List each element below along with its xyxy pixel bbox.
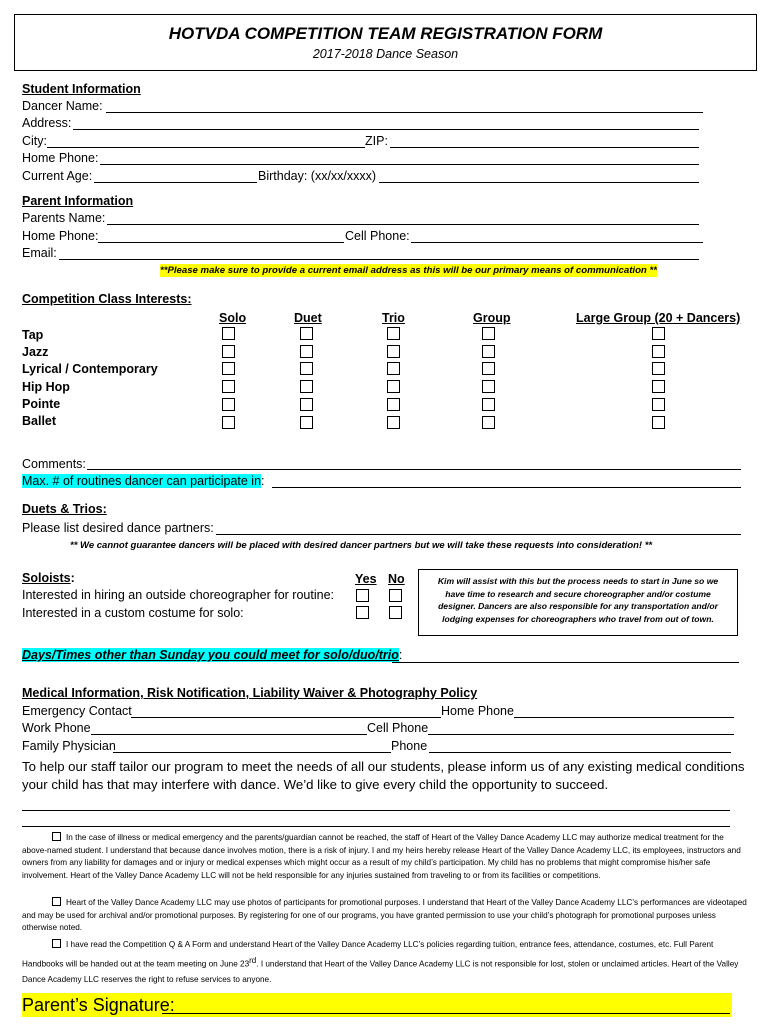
medical-paragraph: To help our staff tailor our program to meet the needs of all our students, please inform us of any existing medical conditions your child has that may interfere with dance. We’d like to give every child the opportunity to succeed. bbox=[22, 759, 745, 792]
current-age-label: Current Age: bbox=[22, 169, 93, 183]
no-header: No bbox=[388, 572, 405, 586]
city-label: City: bbox=[22, 134, 47, 148]
waiver-1-checkbox[interactable] bbox=[52, 832, 61, 841]
checkbox-ballet-group[interactable] bbox=[482, 416, 495, 429]
address-field[interactable] bbox=[73, 129, 699, 130]
header-box bbox=[14, 14, 757, 71]
partners-note: ** We cannot guarantee dancers will be placed with desired dancer partners but we will take these requests into consideration! ** bbox=[70, 540, 653, 551]
dancer-name-field[interactable] bbox=[106, 112, 703, 113]
zip-field[interactable] bbox=[390, 147, 699, 148]
checkbox-tap-solo[interactable] bbox=[222, 327, 235, 340]
checkbox-costume-no[interactable] bbox=[389, 606, 402, 619]
form-title: HOTVDA COMPETITION TEAM REGISTRATION FORM bbox=[168, 24, 603, 43]
max-routines-label: Max. # of routines dancer can participate in bbox=[22, 474, 262, 488]
classes-heading: Competition Class Interests: bbox=[22, 292, 192, 306]
checkbox-hiphop-trio[interactable] bbox=[387, 380, 400, 393]
checkbox-tap-duet[interactable] bbox=[300, 327, 313, 340]
birthday-label: Birthday: (xx/xx/xxxx) bbox=[258, 169, 377, 183]
choreographer-label: Interested in hiring an outside choreographer for routine: bbox=[22, 588, 334, 602]
col-solo: Solo bbox=[219, 311, 247, 325]
soloist-note-box: Kim will assist with this but the process needs to start in June so we have time to research and secure choreographer and/or costume designer. Dancers are also responsible for any transportation and/or lodging expenses for choreographers who travel from out of town. bbox=[418, 569, 738, 636]
waiver-2 bbox=[22, 897, 747, 935]
medical-cell-phone-label: Cell Phone bbox=[367, 721, 429, 735]
waiver-2-checkbox[interactable] bbox=[52, 897, 61, 906]
parent-home-phone-label: Home Phone: bbox=[22, 229, 99, 243]
waiver-2-text: Heart of the Valley Dance Academy LLC may use photos of participants for promotional purposes. I understand that Heart of the Valley Dance Academy LLC’s performances are videotaped and may be used for archival and/or promotional purposes. By registering for one of our programs, you have granted permission to use your child’s photograph for promotional purposes unless otherwise noted. bbox=[22, 898, 747, 932]
checkbox-ballet-large-group[interactable] bbox=[652, 416, 665, 429]
days-field[interactable] bbox=[392, 662, 739, 663]
current-age-field[interactable] bbox=[94, 182, 257, 183]
checkbox-tap-large-group[interactable] bbox=[652, 327, 665, 340]
soloists-heading: Soloists bbox=[22, 571, 71, 585]
partners-field[interactable] bbox=[216, 534, 741, 535]
email-note: **Please make sure to provide a current email address as this will be our primary means of communication ** bbox=[160, 265, 657, 276]
checkbox-choreographer-no[interactable] bbox=[389, 589, 402, 602]
checkbox-pointe-group[interactable] bbox=[482, 398, 495, 411]
parent-heading: Parent Information bbox=[22, 194, 134, 208]
cell-phone-label: Cell Phone: bbox=[345, 229, 410, 243]
checkbox-lyrical-large-group[interactable] bbox=[652, 362, 665, 375]
work-phone-label: Work Phone bbox=[22, 721, 91, 735]
medical-conditions-line-1[interactable] bbox=[22, 810, 730, 811]
soloists-heading-wrap bbox=[22, 571, 75, 586]
email-field[interactable] bbox=[59, 259, 699, 260]
row-ballet: Ballet bbox=[22, 414, 57, 428]
zip-label: ZIP: bbox=[365, 134, 388, 148]
checkbox-ballet-duet[interactable] bbox=[300, 416, 313, 429]
dancer-name-label: Dancer Name: bbox=[22, 99, 103, 113]
checkbox-hiphop-duet[interactable] bbox=[300, 380, 313, 393]
yes-header: Yes bbox=[355, 572, 377, 586]
duets-heading: Duets & Trios: bbox=[22, 502, 107, 516]
family-physician-label: Family Physician bbox=[22, 739, 116, 753]
soloists-colon: : bbox=[70, 571, 75, 585]
checkbox-pointe-trio[interactable] bbox=[387, 398, 400, 411]
home-phone-label: Home Phone: bbox=[22, 151, 99, 165]
checkbox-jazz-large-group[interactable] bbox=[652, 345, 665, 358]
waiver-3-text-b: . I understand that Heart of the Valley Dance Academy LLC is not responsible for lost, stolen or unclaimed articles. Heart of the Valley Dance Academy LLC reserves the right to refuse services to anyone. bbox=[22, 959, 739, 984]
waiver-3 bbox=[22, 937, 747, 987]
row-jazz: Jazz bbox=[22, 345, 49, 359]
row-pointe: Pointe bbox=[22, 397, 61, 411]
partners-label: Please list desired dance partners: bbox=[22, 521, 214, 535]
waiver-1-text: In the case of illness or medical emergency and the parents/guardian cannot be reached, the staff of Heart of the Valley Dance Academy LLC may authorize medical treatment for the above-named student. I understand that because dance involves motion, there is a risk of injury. I and my heirs hereby release Heart of the Valley Dance Academy LLC, its employees, instructors and owners from any liability for damages and or injury or medical expenses which might occur as a result of my child’s participation. My child has no problems that might compromise his/her safe involvement. Heart of the Valley Dance Academy LLC will not be held responsible for any injuries sustained from traveling to or from its facilities or competitions. bbox=[22, 833, 741, 880]
emergency-contact-field[interactable] bbox=[131, 717, 441, 718]
medical-conditions-line-2[interactable] bbox=[22, 826, 730, 827]
col-trio: Trio bbox=[382, 311, 405, 325]
student-heading: Student Information bbox=[22, 82, 141, 96]
checkbox-lyrical-trio[interactable] bbox=[387, 362, 400, 375]
parents-name-label: Parents Name: bbox=[22, 211, 106, 225]
checkbox-hiphop-group[interactable] bbox=[482, 380, 495, 393]
costume-label: Interested in a custom costume for solo: bbox=[22, 606, 244, 620]
checkbox-tap-trio[interactable] bbox=[387, 327, 400, 340]
max-routines-field[interactable] bbox=[272, 487, 741, 488]
days-label: Days/Times other than Sunday you could meet for solo/duo/trio bbox=[22, 648, 399, 662]
comments-field[interactable] bbox=[87, 469, 741, 470]
address-label: Address: bbox=[22, 116, 72, 130]
checkbox-jazz-trio[interactable] bbox=[387, 345, 400, 358]
waiver-3-sup: rd bbox=[249, 955, 257, 965]
checkbox-pointe-solo[interactable] bbox=[222, 398, 235, 411]
physician-phone-label: Phone bbox=[391, 739, 428, 753]
signature-field[interactable] bbox=[162, 1013, 730, 1014]
emergency-home-phone-label: Home Phone bbox=[441, 704, 514, 718]
season-subtitle: 2017-2018 Dance Season bbox=[312, 47, 459, 61]
checkbox-lyrical-solo[interactable] bbox=[222, 362, 235, 375]
row-lyrical: Lyrical / Contemporary bbox=[22, 362, 158, 376]
medical-heading: Medical Information, Risk Notification, Liability Waiver & Photography Policy bbox=[22, 686, 478, 700]
family-physician-field[interactable] bbox=[113, 752, 391, 753]
emergency-contact-label: Emergency Contact bbox=[22, 704, 132, 718]
physician-phone-field[interactable] bbox=[429, 752, 731, 753]
row-tap: Tap bbox=[22, 328, 44, 342]
work-phone-field[interactable] bbox=[91, 734, 367, 735]
checkbox-ballet-trio[interactable] bbox=[387, 416, 400, 429]
checkbox-jazz-solo[interactable] bbox=[222, 345, 235, 358]
days-label-wrap bbox=[22, 648, 402, 663]
waiver-1 bbox=[22, 832, 747, 882]
row-hip-hop: Hip Hop bbox=[22, 380, 70, 394]
checkbox-choreographer-yes[interactable] bbox=[356, 589, 369, 602]
checkbox-pointe-duet[interactable] bbox=[300, 398, 313, 411]
checkbox-jazz-group[interactable] bbox=[482, 345, 495, 358]
checkbox-tap-group[interactable] bbox=[482, 327, 495, 340]
checkbox-jazz-duet[interactable] bbox=[300, 345, 313, 358]
col-group: Group bbox=[473, 311, 511, 325]
signature-label: Parent’s Signature: bbox=[22, 995, 175, 1015]
checkbox-ballet-solo[interactable] bbox=[222, 416, 235, 429]
parents-name-field[interactable] bbox=[107, 224, 699, 225]
checkbox-lyrical-group[interactable] bbox=[482, 362, 495, 375]
waiver-3-checkbox[interactable] bbox=[52, 939, 61, 948]
col-large-group: Large Group (20 + Dancers) bbox=[576, 311, 741, 325]
days-colon: : bbox=[398, 648, 403, 662]
comments-label: Comments: bbox=[22, 457, 86, 471]
medical-cell-phone-field[interactable] bbox=[428, 734, 734, 735]
col-duet: Duet bbox=[294, 311, 322, 325]
cell-phone-field[interactable] bbox=[411, 242, 703, 243]
max-routines-label-wrap bbox=[22, 474, 265, 489]
checkbox-costume-yes[interactable] bbox=[356, 606, 369, 619]
city-field[interactable] bbox=[47, 147, 365, 148]
emergency-home-phone-field[interactable] bbox=[514, 717, 734, 718]
max-routines-colon: : bbox=[261, 474, 265, 488]
waiver-3-text-a: I have read the Competition Q & A Form and understand Heart of the Valley Dance Academy LLC’s policies regarding tuition, entrance fees, attendance, costumes, etc. Full Parent Handbooks will be handed out at the team meeting on June 23 bbox=[22, 940, 714, 969]
checkbox-hiphop-solo[interactable] bbox=[222, 380, 235, 393]
home-phone-field[interactable] bbox=[100, 164, 699, 165]
email-label: Email: bbox=[22, 246, 57, 260]
parent-home-phone-field[interactable] bbox=[98, 242, 344, 243]
birthday-field[interactable] bbox=[379, 182, 699, 183]
checkbox-pointe-large-group[interactable] bbox=[652, 398, 665, 411]
checkbox-lyrical-duet[interactable] bbox=[300, 362, 313, 375]
checkbox-hiphop-large-group[interactable] bbox=[652, 380, 665, 393]
